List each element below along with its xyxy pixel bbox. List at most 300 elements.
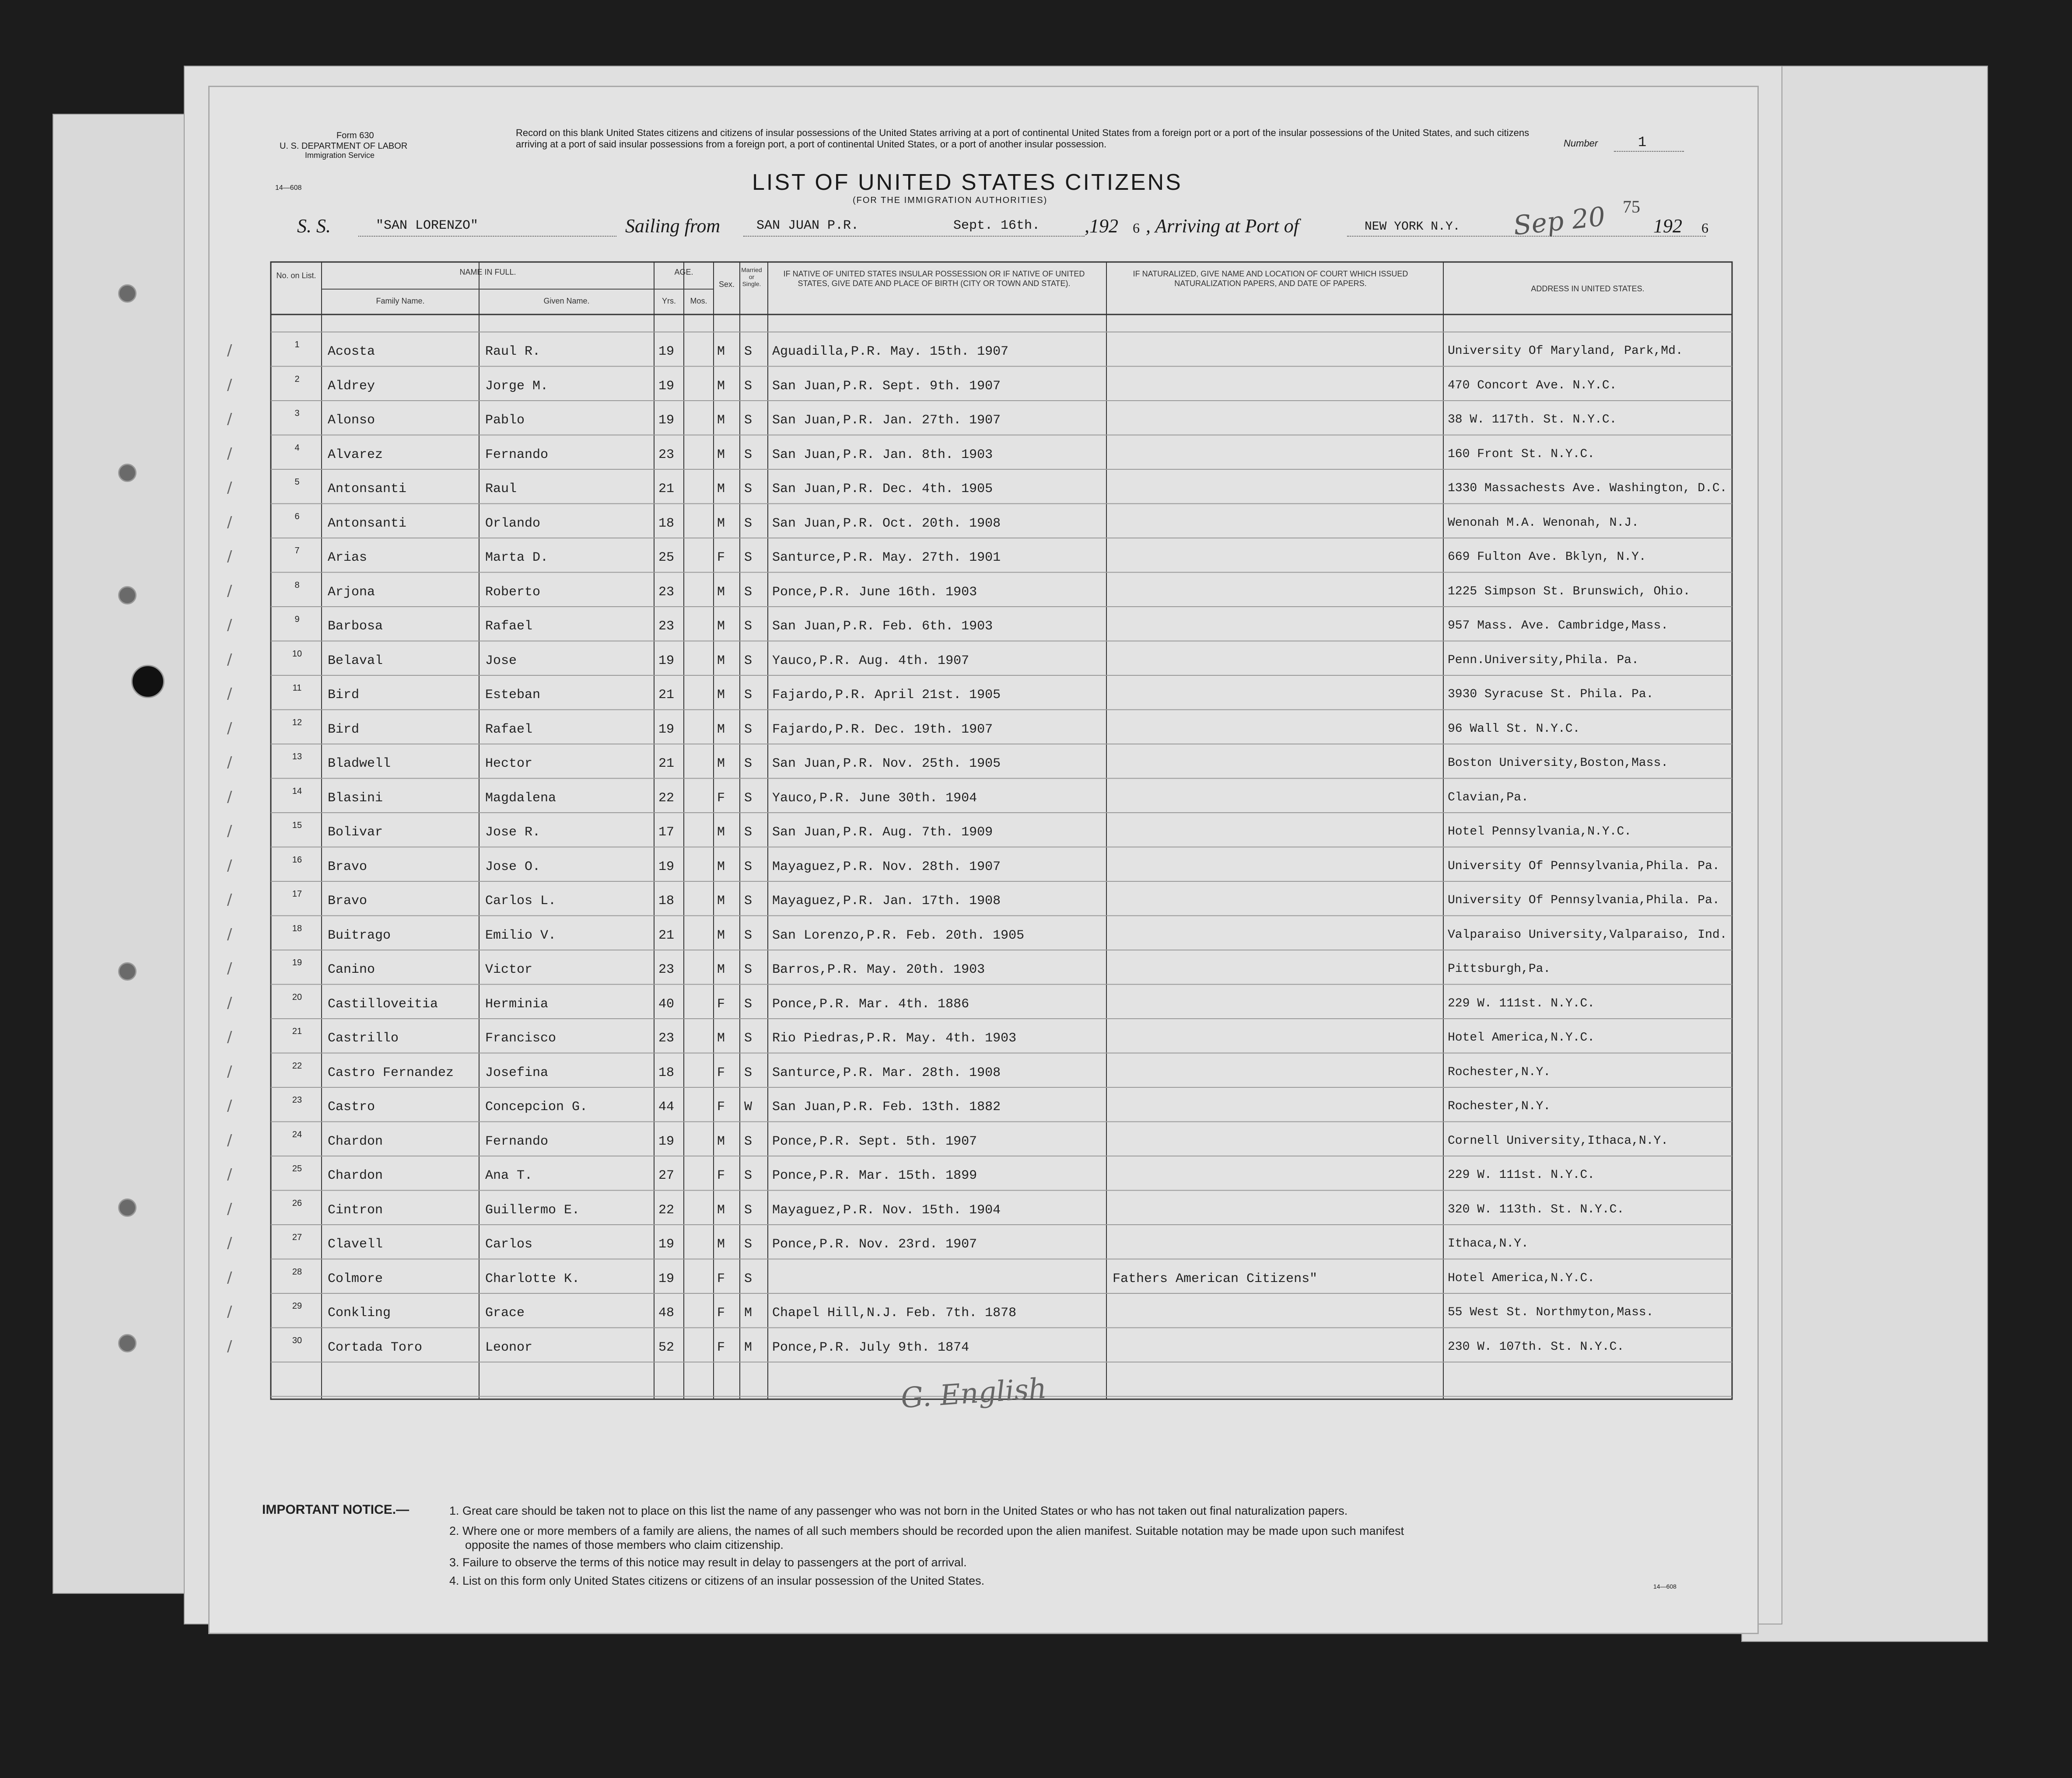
check-mark-icon: / (227, 994, 232, 1012)
family-name: Buitrago (328, 928, 391, 943)
row-number: 5 (294, 477, 300, 487)
age-years: 17 (658, 825, 675, 840)
age-years: 19 (658, 1237, 675, 1252)
inspector-signature: G. English (900, 1372, 1048, 1415)
sex: M (717, 928, 725, 943)
sex: M (717, 653, 725, 668)
row-number: 29 (292, 1301, 302, 1311)
birth-place-date: Ponce,P.R. Mar. 4th. 1886 (772, 996, 970, 1012)
marital-status: S (744, 1271, 752, 1286)
birth-place-date: Chapel Hill,N.J. Feb. 7th. 1878 (772, 1306, 1017, 1320)
address: Pittsburgh,Pa. (1448, 962, 1551, 976)
arrival-date-handwritten: Sep 20 (1512, 201, 1607, 241)
age-years: 19 (658, 344, 675, 359)
age-years: 27 (658, 1168, 675, 1183)
notice-item: 1. Great care should be taken not to place on this list the name of any passenger who was not born in the United States or who has not taken out final naturalization papers. (449, 1504, 1348, 1517)
row-number: 17 (292, 889, 302, 899)
birth-place-date: Ponce,P.R. Sept. 5th. 1907 (772, 1134, 977, 1149)
page-title: LIST OF UNITED STATES CITIZENS (752, 170, 1183, 195)
address: Rochester,N.Y. (1448, 1065, 1551, 1079)
service: Immigration Service (305, 151, 375, 160)
check-mark-icon: / (227, 719, 232, 737)
sex: M (717, 619, 725, 634)
col-family-header: Family Name. (376, 297, 425, 305)
binder-hole (118, 1334, 136, 1352)
marital-status: S (744, 447, 752, 462)
department: U. S. DEPARTMENT OF LABOR (280, 141, 408, 151)
address: 55 West St. Northmyton,Mass. (1448, 1306, 1654, 1319)
family-name: Bolivar (328, 825, 383, 840)
age-years: 44 (658, 1100, 675, 1114)
port-to: NEW YORK N.Y. (1365, 220, 1460, 234)
marital-status: S (744, 996, 752, 1012)
check-mark-icon: / (227, 1166, 232, 1183)
check-mark-icon: / (227, 1234, 232, 1252)
sex: F (717, 1168, 725, 1183)
address: Penn.University,Phila. Pa. (1448, 653, 1639, 667)
check-mark-icon: / (227, 1062, 232, 1080)
check-mark-icon: / (227, 822, 232, 840)
family-name: Colmore (328, 1271, 383, 1286)
family-name: Arias (328, 550, 368, 565)
birth-place-date: Aguadilla,P.R. May. 15th. 1907 (772, 344, 1009, 359)
binder-hole (118, 284, 136, 303)
age-years: 40 (658, 996, 675, 1012)
birth-place-date: San Lorenzo,P.R. Feb. 20th. 1905 (772, 928, 1025, 943)
family-name: Acosta (328, 344, 375, 359)
given-name: Raul R. (485, 344, 541, 359)
check-mark-icon: / (227, 582, 232, 600)
age-years: 23 (658, 619, 675, 634)
birth-place-date: Fajardo,P.R. Dec. 19th. 1907 (772, 722, 993, 737)
ship-name: "SAN LORENZO" (376, 218, 479, 233)
given-name: Francisco (485, 1031, 556, 1046)
binder-hole (118, 586, 136, 604)
family-name: Bird (328, 722, 360, 737)
row-number: 16 (292, 855, 302, 865)
family-name: Chardon (328, 1134, 383, 1149)
address: 320 W. 113th. St. N.Y.C. (1448, 1202, 1624, 1216)
family-name: Cortada Toro (328, 1340, 423, 1355)
sex: F (717, 790, 725, 806)
given-name: Fernando (485, 1134, 549, 1149)
marital-status: S (744, 584, 752, 600)
family-name: Castrillo (328, 1031, 399, 1046)
sex: M (717, 894, 725, 908)
row-number: 24 (292, 1129, 302, 1139)
marital-status: S (744, 378, 752, 394)
marital-status: S (744, 722, 752, 737)
age-years: 21 (658, 756, 675, 771)
col-naturalized-header: IF NATURALIZED, GIVE NAME AND LOCATION OF COURT WHICH ISSUED NATURALIZATION PAPERS, AND DATE OF PAPERS. (1133, 269, 1408, 288)
address: 38 W. 117th. St. N.Y.C. (1448, 413, 1617, 426)
given-name: Herminia (485, 996, 549, 1012)
check-mark-icon: / (227, 1131, 232, 1149)
year-from: 6 (1133, 220, 1140, 236)
sex: F (717, 1100, 725, 1114)
family-name: Cintron (328, 1202, 383, 1218)
birth-place-date: San Juan,P.R. Oct. 20th. 1908 (772, 516, 1001, 531)
age-years: 21 (658, 688, 675, 702)
address: 470 Concort Ave. N.Y.C. (1448, 378, 1617, 392)
address: Cornell University,Ithaca,N.Y. (1448, 1134, 1669, 1148)
family-name: Alonso (328, 413, 375, 428)
check-mark-icon: / (227, 342, 232, 359)
address: 1330 Massachests Ave. Washington, D.C. (1448, 482, 1727, 495)
given-name: Emilio V. (485, 928, 556, 943)
marital-status: S (744, 1065, 752, 1080)
given-name: Rafael (485, 722, 533, 737)
binder-hole (118, 464, 136, 482)
age-years: 18 (658, 516, 675, 531)
address: 229 W. 111st. N.Y.C. (1448, 996, 1595, 1010)
sex: M (717, 722, 725, 737)
age-years: 23 (658, 962, 675, 977)
address: 957 Mass. Ave. Cambridge,Mass. (1448, 619, 1669, 632)
marital-status: S (744, 688, 752, 702)
age-years: 19 (658, 378, 675, 394)
check-mark-icon: / (227, 685, 232, 702)
check-mark-icon: / (227, 1268, 232, 1286)
row-number: 15 (292, 821, 302, 830)
given-name: Fernando (485, 447, 549, 462)
row-number: 21 (292, 1027, 302, 1036)
family-name: Castro Fernandez (328, 1065, 454, 1080)
address: University Of Maryland, Park,Md. (1448, 344, 1683, 358)
birth-place-date: Mayaguez,P.R. Nov. 28th. 1907 (772, 859, 1001, 874)
family-name: Alvarez (328, 447, 383, 462)
marital-status: M (744, 1340, 752, 1355)
given-name: Victor (485, 962, 533, 977)
given-name: Carlos (485, 1237, 533, 1252)
given-name: Grace (485, 1306, 525, 1320)
address: Hotel America,N.Y.C. (1448, 1271, 1595, 1285)
family-name: Belaval (328, 653, 383, 668)
birth-place-date: San Juan,P.R. Feb. 13th. 1882 (772, 1100, 1001, 1114)
marital-status: S (744, 482, 752, 496)
col-sex-header: Sex. (718, 280, 735, 289)
marital-status: S (744, 653, 752, 668)
given-name: Charlotte K. (485, 1271, 580, 1286)
sex: F (717, 550, 725, 565)
age-years: 23 (658, 584, 675, 600)
year-to: 6 (1701, 220, 1708, 236)
birth-place-date: Barros,P.R. May. 20th. 1903 (772, 962, 985, 977)
age-years: 25 (658, 550, 675, 565)
family-name: Bladwell (328, 756, 391, 771)
check-mark-icon: / (227, 650, 232, 668)
family-name: Antonsanti (328, 516, 407, 531)
marital-status: S (744, 1202, 752, 1218)
given-name: Jose (485, 653, 517, 668)
family-name: Barbosa (328, 619, 383, 634)
birth-place-date: San Juan,P.R. Jan. 27th. 1907 (772, 413, 1001, 428)
address: 160 Front St. N.Y.C. (1448, 447, 1595, 461)
check-mark-icon: / (227, 376, 232, 394)
row-number: 2 (294, 374, 300, 384)
form-code: 14—608 (275, 184, 302, 192)
birth-place-date: Ponce,P.R. July 9th. 1874 (772, 1340, 970, 1355)
check-mark-icon: / (227, 548, 232, 565)
check-mark-icon: / (227, 1337, 232, 1355)
row-number: 10 (292, 649, 302, 659)
given-name: Esteban (485, 688, 541, 702)
family-name: Canino (328, 962, 375, 977)
age-years: 22 (658, 790, 675, 806)
age-years: 18 (658, 894, 675, 908)
binder-hole (131, 665, 164, 698)
row-number: 6 (294, 511, 300, 521)
sex: M (717, 447, 725, 462)
row-number: 14 (292, 786, 302, 796)
sex: F (717, 1271, 725, 1286)
birth-place-date: Mayaguez,P.R. Jan. 17th. 1908 (772, 894, 1001, 908)
family-name: Chardon (328, 1168, 383, 1183)
marital-status: S (744, 962, 752, 977)
age-years: 21 (658, 928, 675, 943)
family-name: Arjona (328, 584, 375, 600)
check-mark-icon: / (227, 479, 232, 496)
age-years: 19 (658, 859, 675, 874)
date-from: Sept. 16th. (953, 218, 1040, 233)
birth-place-date: Yauco,P.R. June 30th. 1904 (772, 790, 977, 806)
sex: M (717, 482, 725, 496)
row-number: 13 (292, 752, 302, 762)
given-name: Pablo (485, 413, 525, 428)
check-mark-icon: / (227, 856, 232, 874)
notice-item: 4. List on this form only United States citizens or citizens of an insular possession of the United States. (449, 1574, 985, 1587)
address: University Of Pennsylvania,Phila. Pa. (1448, 859, 1720, 873)
family-name: Bravo (328, 859, 368, 874)
birth-place-date: San Juan,P.R. Nov. 25th. 1905 (772, 756, 1001, 771)
check-mark-icon: / (227, 1303, 232, 1320)
marital-status: S (744, 894, 752, 908)
given-name: Raul (485, 482, 517, 496)
given-name: Jose O. (485, 859, 541, 874)
age-years: 19 (658, 413, 675, 428)
birth-place-date: San Juan,P.R. Jan. 8th. 1903 (772, 447, 993, 462)
row-number: 27 (292, 1233, 302, 1242)
family-name: Antonsanti (328, 482, 407, 496)
row-number: 19 (292, 958, 302, 968)
family-name: Conkling (328, 1306, 391, 1320)
form-number: Form 630 (336, 131, 374, 140)
age-years: 52 (658, 1340, 675, 1355)
marital-status: S (744, 516, 752, 531)
sex: M (717, 825, 725, 840)
row-number: 11 (292, 683, 302, 693)
row-number: 30 (292, 1335, 302, 1345)
row-number: 7 (294, 546, 300, 555)
row-number: 4 (294, 443, 300, 453)
age-years: 23 (658, 447, 675, 462)
col-no-header: No. on List. (276, 271, 316, 280)
check-mark-icon: / (227, 513, 232, 531)
check-mark-icon: / (227, 616, 232, 634)
check-mark-icon: / (227, 754, 232, 771)
check-mark-icon: / (227, 444, 232, 462)
footer-code: 14—608 (1653, 1583, 1676, 1590)
marital-status: W (744, 1100, 752, 1114)
year-prefix-from: 192 (1089, 215, 1118, 237)
row-number: 20 (292, 992, 302, 1002)
birth-place-date: Ponce,P.R. Mar. 15th. 1899 (772, 1168, 977, 1183)
sex: M (717, 344, 725, 359)
age-years: 19 (658, 722, 675, 737)
year-prefix-to: 192 (1653, 215, 1682, 237)
port-from: SAN JUAN P.R. (756, 218, 859, 233)
col-yrs-header: Yrs. (662, 297, 676, 305)
sex: M (717, 584, 725, 600)
marital-status: M (744, 1306, 752, 1320)
age-years: 22 (658, 1202, 675, 1218)
marital-status: S (744, 550, 752, 565)
marital-status: S (744, 344, 752, 359)
stamp-number: 75 (1623, 197, 1640, 217)
notice-item: opposite the names of those members who claim citizenship. (465, 1538, 784, 1551)
number-value: 1 (1638, 134, 1647, 150)
sex: M (717, 1202, 725, 1218)
birth-place-date: Fajardo,P.R. April 21st. 1905 (772, 688, 1001, 702)
birth-place-date: Santurce,P.R. May. 27th. 1901 (772, 550, 1001, 565)
manifest-page: Form 630 U. S. DEPARTMENT OF LABOR Immigration Service 14—608 Record on this blank United States citizens and citizens of insular possessions of the United States arriving at a port of continental United States from a foreign port or a port of the insular possessions of the United States, and such citizens arriving at a port of said insular possessions from a foreign port, a port of continental United States, or a port of another insular possession. Number 1 LIST OF UNITED STATES CITIZENS (FOR THE IMMIGRATION AUTHORITIES) S. S. "SAN LORENZO" Sailing from SAN JUAN P.R. Sept. 16th. ,192 6 , Arriving at Port of NEW YORK N.Y. Sep 20 75 192 6 No. on List. NAME IN FULL. Family Name. Given Name. AGE. Yrs. Mos. Sex. Married or Single. IF NATIVE OF UNITED STATES INSULAR POSSESSION OR IF NATIVE OF UNITED STATES, GIVE DATE AND PLACE OF BIRTH (CITY OR TOWN AND STATE). IF NATURALIZED, GIVE NAME AND LOCATION OF COURT WHICH ISSUED NATURALIZATION PAPERS, AND DATE OF PAPERS. ADDRESS IN UNITED STATES. / 1 Acosta Raul R. 19 M S Aguadilla,P.R. May. 15th. 1907 University Of Maryland, Park,Md. / 2 Aldrey Jorge M. 19 M S San Juan,P.R. Sept. 9th. 1907 470 Concort Ave. N.Y.C. / 3 Alonso Pablo 19 M S San Juan,P.R. Jan. 27th. 1907 38 W. 117th. St. N.Y.C. / 4 Alvarez Fernando 23 M S San Juan,P.R. Jan. 8th. 1903 160 Front St. N.Y.C. / 5 Antonsanti Raul 21 M S San Juan,P.R. Dec. 4th. 1905 1330 Massachests Ave. Washington, D.C. / 6 Antonsanti Orlando 18 M S San Juan,P.R. Oct. 20th. 1908 Wenonah M.A. Wenonah, N.J. / 7 Arias Marta D. 25 F S Santurce,P.R. May. 27th. 1901 669 Fulton Ave. Bklyn, N.Y. / 8 Arjona Roberto 23 M S Ponce,P.R. June 16th. 1903 1225 Simpson St. Brunswich, Ohio. / 9 Barbosa Rafael 23 M S San Juan,P.R. Feb. 6th. 1903 957 Mass. Ave. Cambridge,Mass. / 10 Belaval Jose 19 M S Yauco,P.R. Aug. 4th. 1907 Penn.University,Phila. Pa. / 11 Bird Esteban 21 M S Fajardo,P.R. April 21st. 1905 3930 Syracuse St. Phila. Pa. / 12 Bird Rafael 19 M S Fajardo,P.R. Dec. 19th. 1907 96 Wall St. N.Y.C. / 13 Bladwell Hector 21 M S San Juan,P.R. Nov. 25th. 1905 Boston University,Boston,Mass. / 14 Blasini Magdalena 22 F S Yauco,P.R. June 30th. 1904 Clavian,Pa. / 15 Bolivar Jose R. 17 M S San Juan,P.R. Aug. 7th. 1909 Hotel Pennsylvania,N.Y.C. / 16 Bravo Jose O. 19 M S Mayaguez,P.R. Nov. 28th. 1907 University Of Pennsylvania,Phila. Pa. / 17 Bravo Carlos L. 18 M S Mayaguez,P.R. Jan. 17th. 1908 University Of Pennsylvania,Phila. Pa. / 18 Buitrago Emilio V. 21 M S San Lorenzo,P.R. Feb. 20th. 1905 Valparaiso University,Valparaiso, Ind. / 19 Canino Victor 23 M S Barros,P.R. May. 20th. 1903 Pittsburgh,Pa. / 20 Castilloveitia Herminia 40 F S Ponce,P.R. Mar. 4th. 1886 229 W. 111st. N.Y.C. / 21 Castrillo Francisco 23 M S Rio Piedras,P.R. May. 4th. 1903 Hotel America,N.Y.C. / 22 Castro Fernandez Josefina 18 F S Santurce,P.R. Mar. 28th. 1908 Rochester,N.Y. / 23 Castro Concepcion G. 44 F W San Juan,P.R. Feb. 13th. 1882 Rochester,N.Y. / 24 Chardon Fernando 19 M S Ponce,P.R. Sept. 5th. 1907 Cornell University,Ithaca,N.Y. / 25 Chardon Ana T. 27 F S Ponce,P.R. Mar. 15th. 1899 229 W. 111st. N.Y.C. / 26 Cintron Guillermo E. 22 M S Mayaguez,P.R. Nov. 15th. 1904 320 W. 113th. St. N.Y.C. / 27 Clavell Carlos 19 M S Ponce,P.R. Nov. 23rd. 1907 Ithaca,N.Y. / 28 Colmore Charlotte K. 19 F S Fathers American Citizens" Hotel America,N.Y.C. / 29 Conkling Grace 48 F M Chapel Hill,N.J. Feb. 7th. 1878 55 West St. Northmyton,Mass. / 30 Cortada Toro Leonor 52 F M Ponce,P.R. July 9th. 1874 230 W. 107th. St. N.Y.C. G. English IMPORTANT NOTICE.— 1. Great care should be taken not to place on this list the name of any passenger who was not born in the United States or who has not taken out final naturalization papers. 2. Where one or more members of a family are aliens, the names of all such members should be recorded upon the alien manifest. Suitable notation may be made upon such manifest opposite the names of those members who claim citizenship. 3. Failure to observe the terms of this notice may result in delay to passengers at the port of arrival. 4. List on this form only United States citizens or citizens of an insular possession of the United States. 14—608 (208, 86, 1759, 1634)
col-given-header: Given Name. (543, 297, 590, 305)
marital-status: S (744, 825, 752, 840)
row-number: 9 (294, 615, 300, 624)
given-name: Carlos L. (485, 894, 556, 908)
sex: M (717, 378, 725, 394)
sex: M (717, 1134, 725, 1149)
notice-item: 3. Failure to observe the terms of this notice may result in delay to passengers at the port of arrival. (449, 1556, 967, 1569)
address: 1225 Simpson St. Brunswich, Ohio. (1448, 584, 1690, 598)
given-name: Leonor (485, 1340, 533, 1355)
row-number: 12 (292, 717, 302, 727)
given-name: Hector (485, 756, 533, 771)
birth-place-date: Ponce,P.R. Nov. 23rd. 1907 (772, 1237, 977, 1252)
row-number: 18 (292, 923, 302, 933)
birth-place-date: Santurce,P.R. Mar. 28th. 1908 (772, 1065, 1001, 1080)
binder-hole (118, 962, 136, 981)
age-years: 23 (658, 1031, 675, 1046)
marital-status: S (744, 1031, 752, 1046)
family-name: Bird (328, 688, 360, 702)
family-name: Clavell (328, 1237, 383, 1252)
row-number: 1 (294, 340, 300, 349)
notice-label: IMPORTANT NOTICE.— (262, 1502, 410, 1517)
marital-status: S (744, 756, 752, 771)
marital-status: S (744, 619, 752, 634)
family-name: Castilloveitia (328, 996, 438, 1012)
row-number: 26 (292, 1198, 302, 1208)
given-name: Concepcion G. (485, 1100, 588, 1114)
sex: M (717, 1031, 725, 1046)
sex: M (717, 756, 725, 771)
binder-hole (118, 1198, 136, 1217)
address: University Of Pennsylvania,Phila. Pa. (1448, 894, 1720, 907)
birth-place-date: Mayaguez,P.R. Nov. 15th. 1904 (772, 1202, 1001, 1218)
birth-place-date: Yauco,P.R. Aug. 4th. 1907 (772, 653, 970, 668)
col-address-header: ADDRESS IN UNITED STATES. (1531, 284, 1645, 293)
address: Wenonah M.A. Wenonah, N.J. (1448, 516, 1639, 530)
sex: F (717, 996, 725, 1012)
address: Boston University,Boston,Mass. (1448, 756, 1669, 770)
address: Clavian,Pa. (1448, 790, 1529, 804)
given-name: Guillermo E. (485, 1202, 580, 1218)
given-name: Roberto (485, 584, 541, 600)
number-label: Number (1564, 138, 1598, 149)
marital-status: S (744, 859, 752, 874)
check-mark-icon: / (227, 925, 232, 943)
arriving-label: , Arriving at Port of (1146, 215, 1299, 237)
ss-label: S. S. (297, 215, 331, 237)
marital-status: S (744, 413, 752, 428)
col-name-header: NAME IN FULL. (459, 268, 516, 276)
marital-status: S (744, 790, 752, 806)
address: Valparaiso University,Valparaiso, Ind. (1448, 928, 1727, 942)
birth-place-date: Ponce,P.R. June 16th. 1903 (772, 584, 977, 600)
age-years: 19 (658, 1271, 675, 1286)
birth-place-date: San Juan,P.R. Dec. 4th. 1905 (772, 482, 993, 496)
address: Ithaca,N.Y. (1448, 1237, 1529, 1251)
col-age-header: AGE. (674, 268, 693, 276)
address: 230 W. 107th. St. N.Y.C. (1448, 1340, 1624, 1354)
row-number: 8 (294, 580, 300, 590)
address: Rochester,N.Y. (1448, 1100, 1551, 1113)
sex: M (717, 1237, 725, 1252)
birth-place-date: San Juan,P.R. Sept. 9th. 1907 (772, 378, 1001, 394)
page-subtitle: (FOR THE IMMIGRATION AUTHORITIES) (853, 196, 1048, 205)
age-years: 19 (658, 653, 675, 668)
given-name: Marta D. (485, 550, 549, 565)
age-years: 19 (658, 1134, 675, 1149)
birth-place-date: San Juan,P.R. Aug. 7th. 1909 (772, 825, 993, 840)
notice-item: 2. Where one or more members of a family are aliens, the names of all such members should be recorded upon the alien manifest. Suitable notation may be made upon such manifest (449, 1524, 1404, 1537)
check-mark-icon: / (227, 1097, 232, 1114)
marital-status: S (744, 1237, 752, 1252)
given-name: Rafael (485, 619, 533, 634)
age-years: 18 (658, 1065, 675, 1080)
row-number: 23 (292, 1095, 302, 1105)
check-mark-icon: / (227, 1028, 232, 1046)
sex: M (717, 962, 725, 977)
row-number: 3 (294, 409, 300, 418)
given-name: Jose R. (485, 825, 541, 840)
given-name: Jorge M. (485, 378, 549, 394)
col-mos-header: Mos. (690, 297, 707, 305)
sex: M (717, 859, 725, 874)
given-name: Magdalena (485, 790, 556, 806)
address: 229 W. 111st. N.Y.C. (1448, 1168, 1595, 1182)
given-name: Ana T. (485, 1168, 533, 1183)
address: Hotel Pennsylvania,N.Y.C. (1448, 825, 1632, 838)
given-name: Orlando (485, 516, 541, 531)
sex: F (717, 1065, 725, 1080)
address: 96 Wall St. N.Y.C. (1448, 722, 1580, 736)
col-married-header: Married or Single. (741, 266, 762, 287)
birth-place-date: Rio Piedras,P.R. May. 4th. 1903 (772, 1031, 1017, 1046)
age-years: 21 (658, 482, 675, 496)
marital-status: S (744, 1134, 752, 1149)
col-birth-header: IF NATIVE OF UNITED STATES INSULAR POSSESSION OR IF NATIVE OF UNITED STATES, GIVE DATE AND PLACE OF BIRTH (CITY OR TOWN AND STATE). (783, 269, 1085, 288)
address: 669 Fulton Ave. Bklyn, N.Y. (1448, 550, 1646, 564)
birth-place-date: San Juan,P.R. Feb. 6th. 1903 (772, 619, 993, 634)
sailing-label: Sailing from (625, 215, 721, 237)
sex: F (717, 1340, 725, 1355)
check-mark-icon: / (227, 891, 232, 908)
sex: M (717, 516, 725, 531)
age-years: 48 (658, 1306, 675, 1320)
sex: M (717, 413, 725, 428)
